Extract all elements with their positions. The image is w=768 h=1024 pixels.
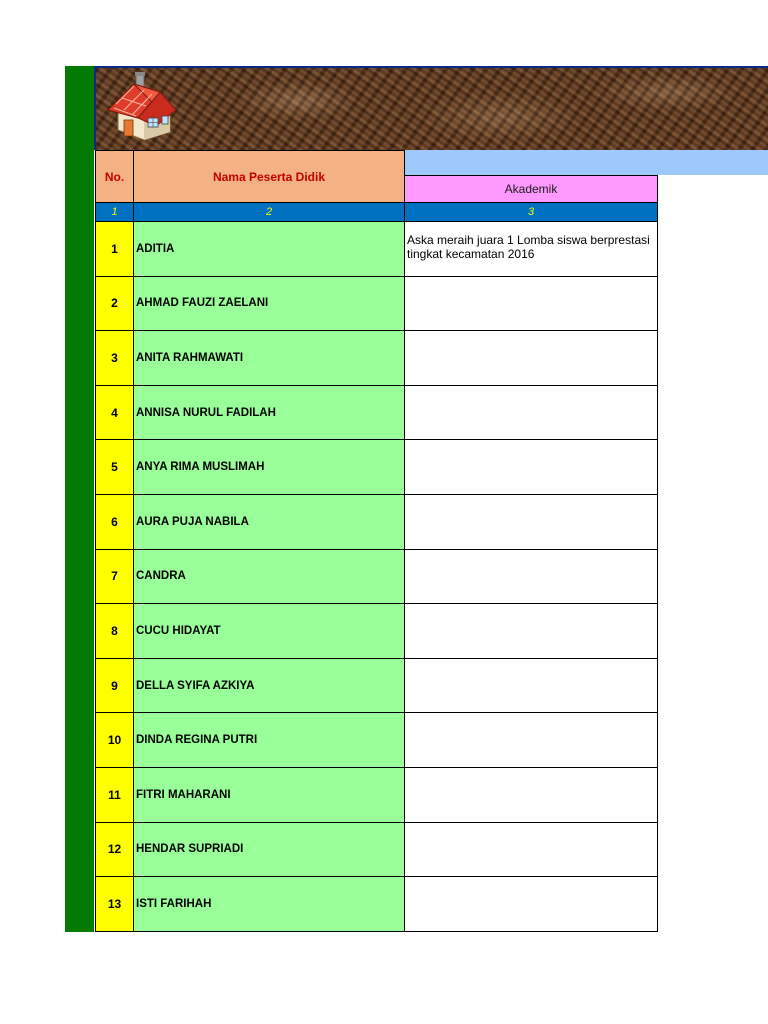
row-name[interactable]: ANYA RIMA MUSLIMAH — [134, 440, 405, 495]
side-bar — [65, 66, 94, 932]
row-no: 6 — [96, 494, 134, 549]
row-name[interactable]: ADITIA — [134, 222, 405, 277]
row-no: 4 — [96, 385, 134, 440]
row-no: 2 — [96, 276, 134, 331]
row-name[interactable]: CUCU HIDAYAT — [134, 604, 405, 659]
table-row — [96, 385, 658, 440]
table-row — [96, 494, 658, 549]
student-table — [95, 150, 658, 932]
banner-texture — [94, 66, 768, 150]
index-akademik: 3 — [405, 203, 658, 222]
row-akademik[interactable] — [405, 604, 658, 659]
row-akademik[interactable]: Aska meraih juara 1 Lomba siswa berprestasi tingkat kecamatan 2016 — [405, 222, 658, 277]
row-akademik[interactable] — [405, 822, 658, 877]
row-no: 3 — [96, 331, 134, 386]
row-no: 9 — [96, 658, 134, 713]
table-row — [96, 658, 658, 713]
index-name: 2 — [134, 203, 405, 222]
row-name[interactable]: FITRI MAHARANI — [134, 767, 405, 822]
row-akademik[interactable] — [405, 658, 658, 713]
row-akademik[interactable] — [405, 494, 658, 549]
row-no: 11 — [96, 767, 134, 822]
row-name[interactable]: AURA PUJA NABILA — [134, 494, 405, 549]
header-blank — [405, 151, 658, 176]
row-name[interactable]: HENDAR SUPRIADI — [134, 822, 405, 877]
row-akademik[interactable] — [405, 877, 658, 932]
row-akademik[interactable] — [405, 767, 658, 822]
header-akademik: Akademik — [405, 176, 658, 203]
table-row — [96, 713, 658, 768]
index-no: 1 — [96, 203, 134, 222]
row-no: 12 — [96, 822, 134, 877]
row-no: 7 — [96, 549, 134, 604]
table-row — [96, 276, 658, 331]
row-no: 8 — [96, 604, 134, 659]
row-name[interactable]: CANDRA — [134, 549, 405, 604]
row-akademik[interactable] — [405, 713, 658, 768]
table-row — [96, 822, 658, 877]
house-icon — [104, 70, 182, 142]
row-name[interactable]: ANNISA NURUL FADILAH — [134, 385, 405, 440]
row-akademik[interactable] — [405, 276, 658, 331]
row-no: 5 — [96, 440, 134, 495]
row-name[interactable]: ANITA RAHMAWATI — [134, 331, 405, 386]
row-akademik[interactable] — [405, 549, 658, 604]
row-no: 1 — [96, 222, 134, 277]
row-akademik[interactable] — [405, 385, 658, 440]
row-no: 10 — [96, 713, 134, 768]
row-name[interactable]: DINDA REGINA PUTRI — [134, 713, 405, 768]
header-no: No. — [96, 151, 134, 203]
table-row — [96, 440, 658, 495]
row-akademik[interactable] — [405, 331, 658, 386]
table-row — [96, 604, 658, 659]
table-row — [96, 549, 658, 604]
table-row — [96, 222, 658, 277]
row-akademik[interactable] — [405, 440, 658, 495]
table-row — [96, 877, 658, 932]
table-row — [96, 767, 658, 822]
header-name: Nama Peserta Didik — [134, 151, 405, 203]
row-name[interactable]: DELLA SYIFA AZKIYA — [134, 658, 405, 713]
row-no: 13 — [96, 877, 134, 932]
table-row — [96, 331, 658, 386]
row-name[interactable]: AHMAD FAUZI ZAELANI — [134, 276, 405, 331]
row-name[interactable]: ISTI FARIHAH — [134, 877, 405, 932]
